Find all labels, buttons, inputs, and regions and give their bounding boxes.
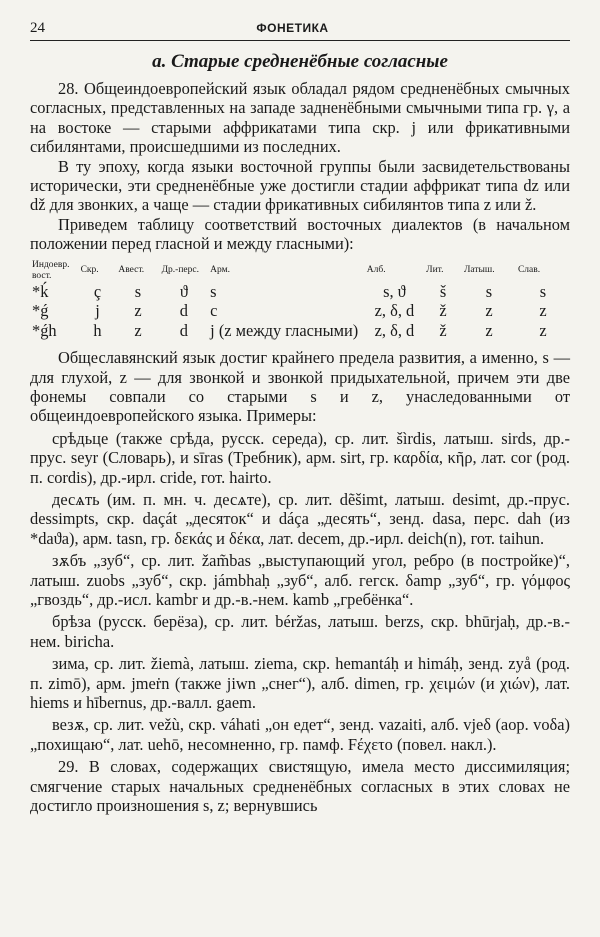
column-header: Слав. (517, 265, 541, 276)
table-cell: *ǵh (32, 320, 57, 340)
column-header: Скр. (80, 265, 99, 276)
table-row (30, 321, 570, 341)
example-entry: срѣдьце (также срѣда, русск. середа), ср. лит. šìrdis, латыш. sirds, др.-прус. seyr (Словарь), и sīras (Требник), арм. sirt, гр. καρδία, κῆρ, лат. cor (род. п. cordis), др.-ирл. cride, гот. hairto. (30, 428, 570, 487)
table-cell: s (539, 281, 547, 301)
table-cell: ϑ (179, 281, 188, 301)
table-cell: ž (439, 320, 447, 340)
table-row (30, 282, 570, 302)
table-cell: s (134, 281, 142, 301)
table-cell: j (95, 301, 100, 321)
paragraph-29: 29. В словах, содержащих свистящую, имела место диссимиляция; смягчение старых начальных средненёбных согласных в этих словах не достигло произношения s, z; вернувшись (30, 757, 570, 816)
table-cell: ç (93, 281, 102, 301)
running-title: ФОНЕТИКА (256, 21, 329, 35)
paragraph-epoch: В ту эпоху, когда языки восточной группы были засвидетельствованы исторически, эти средненёбные уже достигли стадии аффрикат типа dz или dž для звонких, а чаще — стадии фрикативных сибилянтов типа z или ž. (30, 156, 570, 215)
table-cell: z (539, 301, 547, 321)
table-cell: s (210, 281, 217, 301)
column-header: Арм. (210, 265, 231, 276)
example-entry: везѫ, ср. лит. vežù, скр. váhati „он едет“, зенд. vazaiti, алб. vjeδ (аор. voδa) „похищаю“, лат. uehō, несомненно, гр. памф. Fέχετο (повел. накл.). (30, 715, 570, 754)
table-header-row (30, 260, 570, 282)
column-header: Лит. (426, 265, 444, 276)
table-cell: s, ϑ (383, 281, 406, 301)
table-cell: ž (439, 301, 447, 321)
table-cell: d (179, 301, 188, 321)
table-cell: z, δ, d (374, 320, 415, 340)
page-number: 24 (30, 20, 45, 36)
column-header: Авест. (118, 265, 145, 276)
table-cell: c (210, 301, 218, 321)
table-cell: z (485, 320, 493, 340)
table-cell: z (134, 301, 142, 321)
column-header: Др.-перс. (161, 265, 199, 276)
table-cell: h (93, 320, 102, 340)
table-cell: j (z между гласными) (210, 320, 359, 340)
table-cell: d (179, 320, 188, 340)
table-cell: z (539, 320, 547, 340)
example-entry: зима, ср. лит. žiemà, латыш. ziema, скр. hemantáḥ и himáḥ, зенд. zyå (род. п. zimō), арм. jmeṙn (также jiwn „снег“), алб. dimen, гр. χειμών (и χιών), лат. hiems и hībernus, др.-валл. gaem. (30, 654, 570, 713)
example-entry: брѣза (русск. берёза), ср. лит. béržas, латыш. berzs, скр. bhūrjaḥ, др.-в.-нем. biricha. (30, 612, 570, 651)
table-cell: z (134, 320, 142, 340)
correspondence-table (30, 260, 570, 341)
table-cell: *ǵ (32, 301, 49, 321)
column-header: Латыш. (463, 265, 495, 276)
paragraph-28: 28. Общеиндоевропейский язык обладал рядом средненёбных смычных согласных, представленных на западе задненёбными смычными типа гр. γ, а на востоке — старыми аффрикатами типа скр. j или фрикативными сибилянтами, происшедшими из последних. (30, 79, 570, 157)
table-row (30, 301, 570, 321)
paragraph-table-intro: Приведем таблицу соответствий восточных диалектов (в начальном положении перед гласной и между гласными): (30, 214, 570, 254)
column-header: Алб. (366, 265, 386, 276)
table-cell: z, δ, d (374, 301, 415, 321)
section-title: a. Старые средненёбные согласные (152, 51, 448, 72)
table-cell: z (485, 301, 493, 321)
example-entry: десѧть (им. п. мн. ч. десѧте), ср. лит. dẽšimt, латыш. desimt, др.-прус. dessimpts, скр. daçát „десяток“ и dáça „десять“, зенд. dasa, перс. dah (из *daϑa), арм. tasn, гр. δεκάς и δέκα, лат. decem, др.-ирл. deich(n), гот. taihun. (30, 490, 570, 548)
table-cell: *ḱ (32, 281, 49, 301)
example-entry: зѫбъ „зуб“, ср. лит. žam̃bas „выступающий угол, ребро (в постройке)“, латыш. zuobs „зуб“, скр. jámbhaḥ „зуб“, алб. гегск. δamp „зуб“, гр. γόμφος „гвоздь“, др.-исл. kambr и др.-в.-нем. kamb „гребёнка“. (30, 551, 570, 610)
table-cell: s (485, 281, 493, 301)
paragraph-common-slavic: Общеславянский язык достиг крайнего предела развития, а именно, s — для глухой, z — для звонкой и звонкой придыхательной, причем эти две фонемы совпали со старыми s и z, унаследованными от общеиндоевропейского языка. Примеры: (30, 348, 570, 426)
table-cell: š (439, 281, 447, 301)
page-header (30, 20, 570, 41)
column-header: Индоевр. вост. (32, 259, 70, 281)
